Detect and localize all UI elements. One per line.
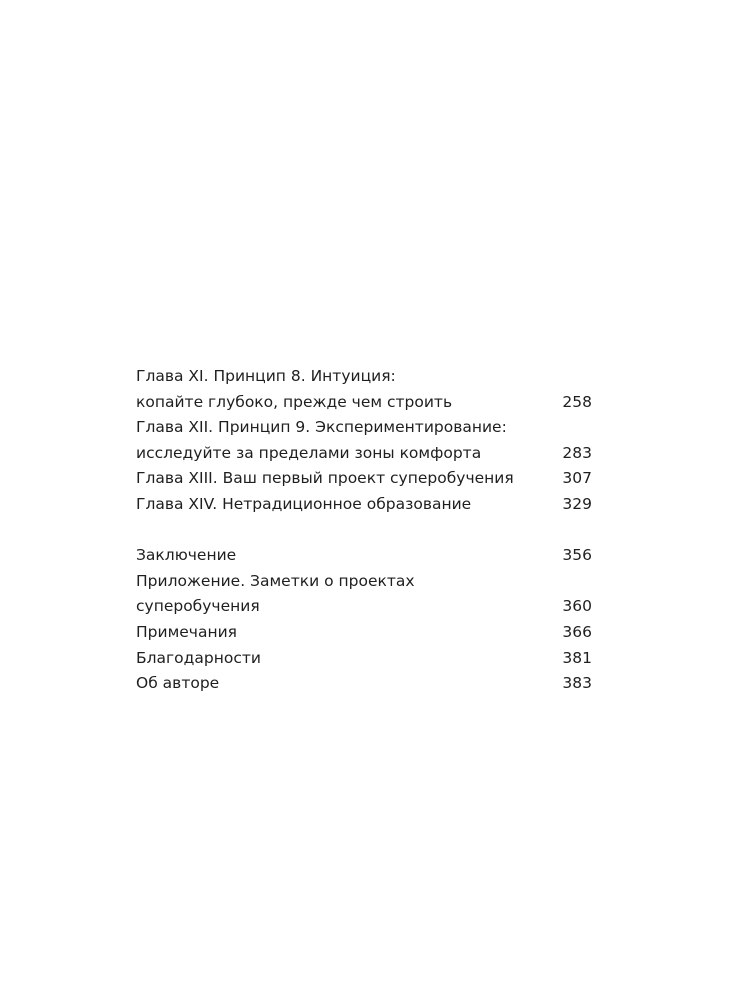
toc-entry-chapter-11[interactable] (136, 364, 592, 415)
toc-entry-title-line: Глава XIV. Нетрадиционное образование (136, 494, 472, 513)
toc-entry-title-line: суперобучения (136, 597, 260, 616)
toc-entry-appendix[interactable] (136, 569, 592, 620)
toc-entry-title-line: Глава XI. Принцип 8. Интуиция: (136, 367, 396, 385)
toc-entry-title-line: Глава XII. Принцип 9. Экспериментирование: (136, 418, 507, 437)
toc-entry-chapter-12[interactable] (136, 415, 592, 466)
toc-entry-title-line: исследуйте за пределами зоны комфорта (136, 443, 482, 462)
toc-page-number: 360 (562, 597, 592, 616)
toc-page-number: 356 (562, 546, 592, 565)
toc-entry-about-author[interactable] (136, 671, 592, 697)
toc-entry-title-line: копайте глубоко, прежде чем строить (136, 392, 453, 411)
toc-entry-conclusion[interactable] (136, 543, 592, 569)
table-of-contents (136, 364, 592, 697)
toc-entry-acknowledgements[interactable] (136, 646, 592, 672)
toc-entry-chapter-14[interactable] (136, 492, 592, 518)
toc-page-number: 366 (562, 622, 592, 641)
toc-entry-title-line: Об авторе (136, 674, 220, 693)
toc-entry-title-line: Примечания (136, 622, 237, 641)
toc-entry-notes[interactable] (136, 620, 592, 646)
toc-page-number: 307 (562, 469, 592, 488)
toc-entry-chapter-13[interactable] (136, 466, 592, 492)
toc-page-number: 283 (562, 443, 592, 462)
toc-group-spacer (136, 518, 592, 544)
toc-page-number: 383 (562, 674, 592, 693)
toc-group-chapters (136, 364, 592, 518)
toc-entry-title-line: Глава XIII. Ваш первый проект суперобучения (136, 469, 514, 488)
toc-entry-title-line: Приложение. Заметки о проектах (136, 571, 415, 590)
toc-group-back-matter (136, 543, 592, 697)
toc-entry-title-line: Благодарности (136, 648, 261, 667)
toc-page-number: 381 (562, 648, 592, 667)
toc-entry-title-line: Заключение (136, 546, 237, 565)
toc-page-number: 258 (562, 392, 592, 411)
toc-page-number: 329 (562, 494, 592, 513)
